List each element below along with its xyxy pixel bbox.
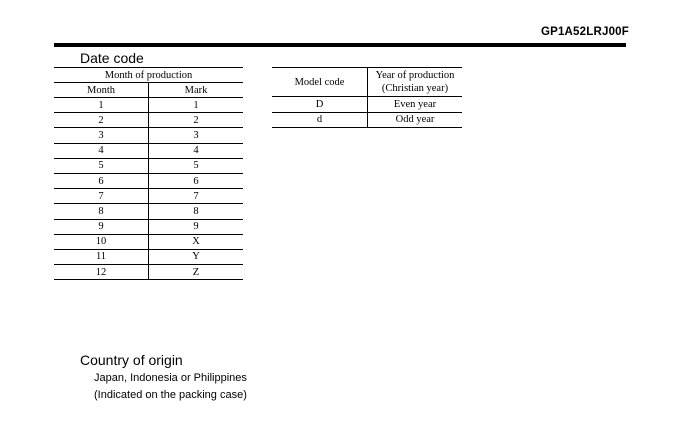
header-rule: [54, 43, 626, 47]
table-cell: 4: [149, 143, 244, 158]
model-code-header: Model code: [272, 68, 368, 97]
table-row: [54, 113, 243, 128]
table-cell: 9: [149, 219, 244, 234]
model-table: [272, 67, 462, 128]
table-cell: 6: [149, 173, 244, 188]
table-cell: Odd year: [368, 112, 463, 128]
table-row: [54, 143, 243, 158]
table-cell: 7: [54, 189, 149, 204]
table-row: [54, 219, 243, 234]
table-row: [54, 265, 243, 280]
table-cell: 12: [54, 265, 149, 280]
table-cell: 9: [54, 219, 149, 234]
table-row: [54, 189, 243, 204]
table-cell: 11: [54, 249, 149, 264]
table-cell: 3: [54, 128, 149, 143]
table-cell: 1: [149, 98, 244, 113]
table-cell: 8: [149, 204, 244, 219]
table-row: [272, 97, 462, 113]
table-row: [272, 112, 462, 128]
mark-header: Mark: [149, 83, 244, 98]
month-table-caption: Month of production: [54, 68, 243, 83]
table-cell: 6: [54, 173, 149, 188]
year-header: [368, 68, 463, 97]
month-header: Month: [54, 83, 149, 98]
table-row: [54, 204, 243, 219]
table-cell: 4: [54, 143, 149, 158]
date-code-title: Date code: [80, 50, 144, 66]
table-row: [54, 98, 243, 113]
table-cell: d: [272, 112, 368, 128]
origin-note: (Indicated on the packing case): [94, 389, 247, 401]
table-cell: 5: [149, 158, 244, 173]
table-cell: 8: [54, 204, 149, 219]
table-cell: Y: [149, 249, 244, 264]
origin-countries: Japan, Indonesia or Philippines: [94, 372, 247, 384]
table-row: [54, 158, 243, 173]
table-cell: X: [149, 234, 244, 249]
table-row: [54, 234, 243, 249]
year-header-line2: (Christian year): [381, 83, 449, 94]
table-cell: Even year: [368, 97, 463, 113]
table-cell: 7: [149, 189, 244, 204]
table-row: [54, 249, 243, 264]
country-of-origin-title: Country of origin: [80, 352, 183, 368]
table-cell: 2: [54, 113, 149, 128]
document-id: GP1A52LRJ00F: [540, 26, 629, 38]
table-cell: 5: [54, 158, 149, 173]
table-cell: Z: [149, 265, 244, 280]
table-cell: 2: [149, 113, 244, 128]
year-header-line1: Year of production: [375, 70, 455, 81]
table-cell: 3: [149, 128, 244, 143]
table-cell: 1: [54, 98, 149, 113]
table-row: [54, 173, 243, 188]
table-cell: D: [272, 97, 368, 113]
table-cell: 10: [54, 234, 149, 249]
table-row: [54, 128, 243, 143]
month-table: [54, 67, 243, 280]
